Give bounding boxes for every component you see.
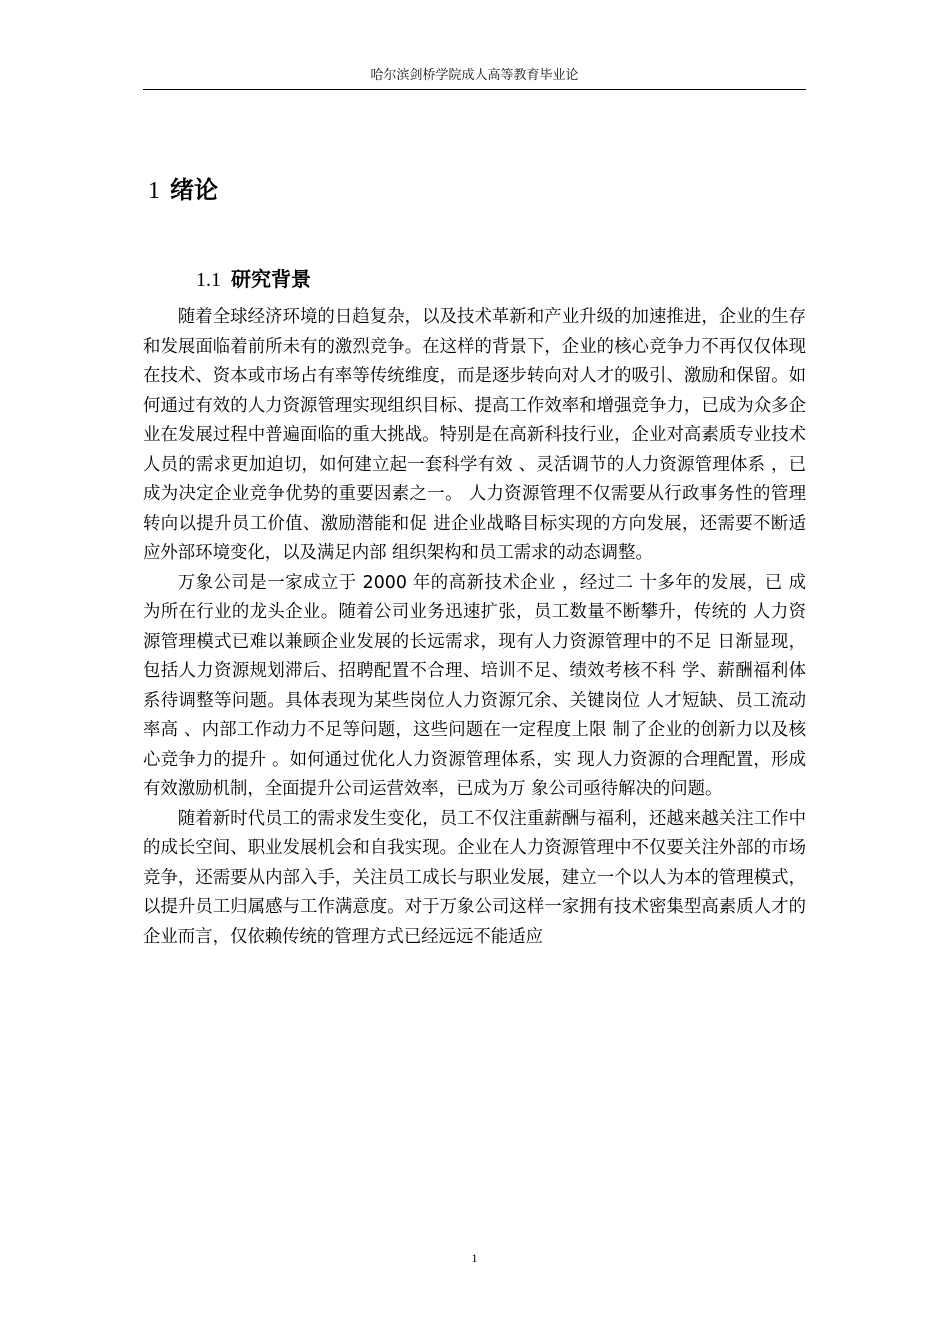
body-text xyxy=(143,303,806,952)
chapter-title: 绪论 xyxy=(170,176,218,204)
chapter-number: 1 xyxy=(148,178,160,204)
chapter-heading xyxy=(148,172,218,209)
page-number: 1 xyxy=(471,1251,478,1265)
paragraph-1: 随着全球经济环境的日趋复杂，以及技术革新和产业升级的加速推进，企业的生存和发展面临着前所未有的激烈竞争。在这样的背景下，企业的核心竞争力不再仅仅体现在技术、资本或市场占有率等传统维度，而是逐步转向对人才的吸引、激励和保留。如何通过有效的人力资源管理实现组织目标、提高工作效率和增强竞争力，已成为众多企业在发展过程中普遍面临的重大挑战。特别是在高新科技行业，企业对高素质专业技术人员的需求更加迫切，如何建立起一套科学有效 、灵活调节的人力资源管理体系 ，已成为决定企业竞争优势的重要因素之一。 人力资源管理不仅需要从行政事务性的管理转向以提升员工价值、激励潜能和促 进企业战略目标实现的方向发展，还需要不断适应外部环境变化，以及满足内部 组织架构和员工需求的动态调整。 xyxy=(143,307,806,563)
section-title: 研究背景 xyxy=(231,267,311,291)
section-heading xyxy=(196,263,311,296)
section-number: 1.1 xyxy=(196,269,221,291)
paragraph-3: 随着新时代员工的需求发生变化，员工不仅注重薪酬与福利，还越来越关注工作中的成长空间、职业发展机会和自我实现。企业在人力资源管理中不仅要关注外部的市场竞争，还需要从内部入手，关注员工成长与职业发展，建立一个以人为本的管理模式，以提升员工归属感与工作满意度。对于万象公司这样一家拥有技术密集型高素质人才的企业而言，仅依赖传统的管理方式已经远远不能适应 xyxy=(143,808,806,947)
paragraph-2: 万象公司是一家成立于 2000 年的高新技术企业 ，经过二 十多年的发展，已 成为所在行业的龙头企业。随着公司业务迅速扩张，员工数量不断攀升，传统的 人力资源管理模式已难以兼顾企业发展的长远需求，现有人力资源管理中的不足 日渐显现，包括人力资源规划滞后、招聘配置不合理、培训不足、绩效考核不科 学、薪酬福利体系待调整等问题。具体表现为某些岗位人力资源冗余、关键岗位 人才短缺、员工流动率高 、内部工作动力不足等问题，这些问题在一定程度上限 制了企业的创新力以及核心竞争力的提升 。如何通过优化人力资源管理体系，实 现人力资源的合理配置，形成有效激励机制，全面提升公司运营效率，已成为万 象公司亟待解决的问题。 xyxy=(143,572,806,799)
running-header: 哈尔滨剑桥学院成人高等教育毕业论 xyxy=(370,68,579,83)
header-divider xyxy=(143,89,806,90)
